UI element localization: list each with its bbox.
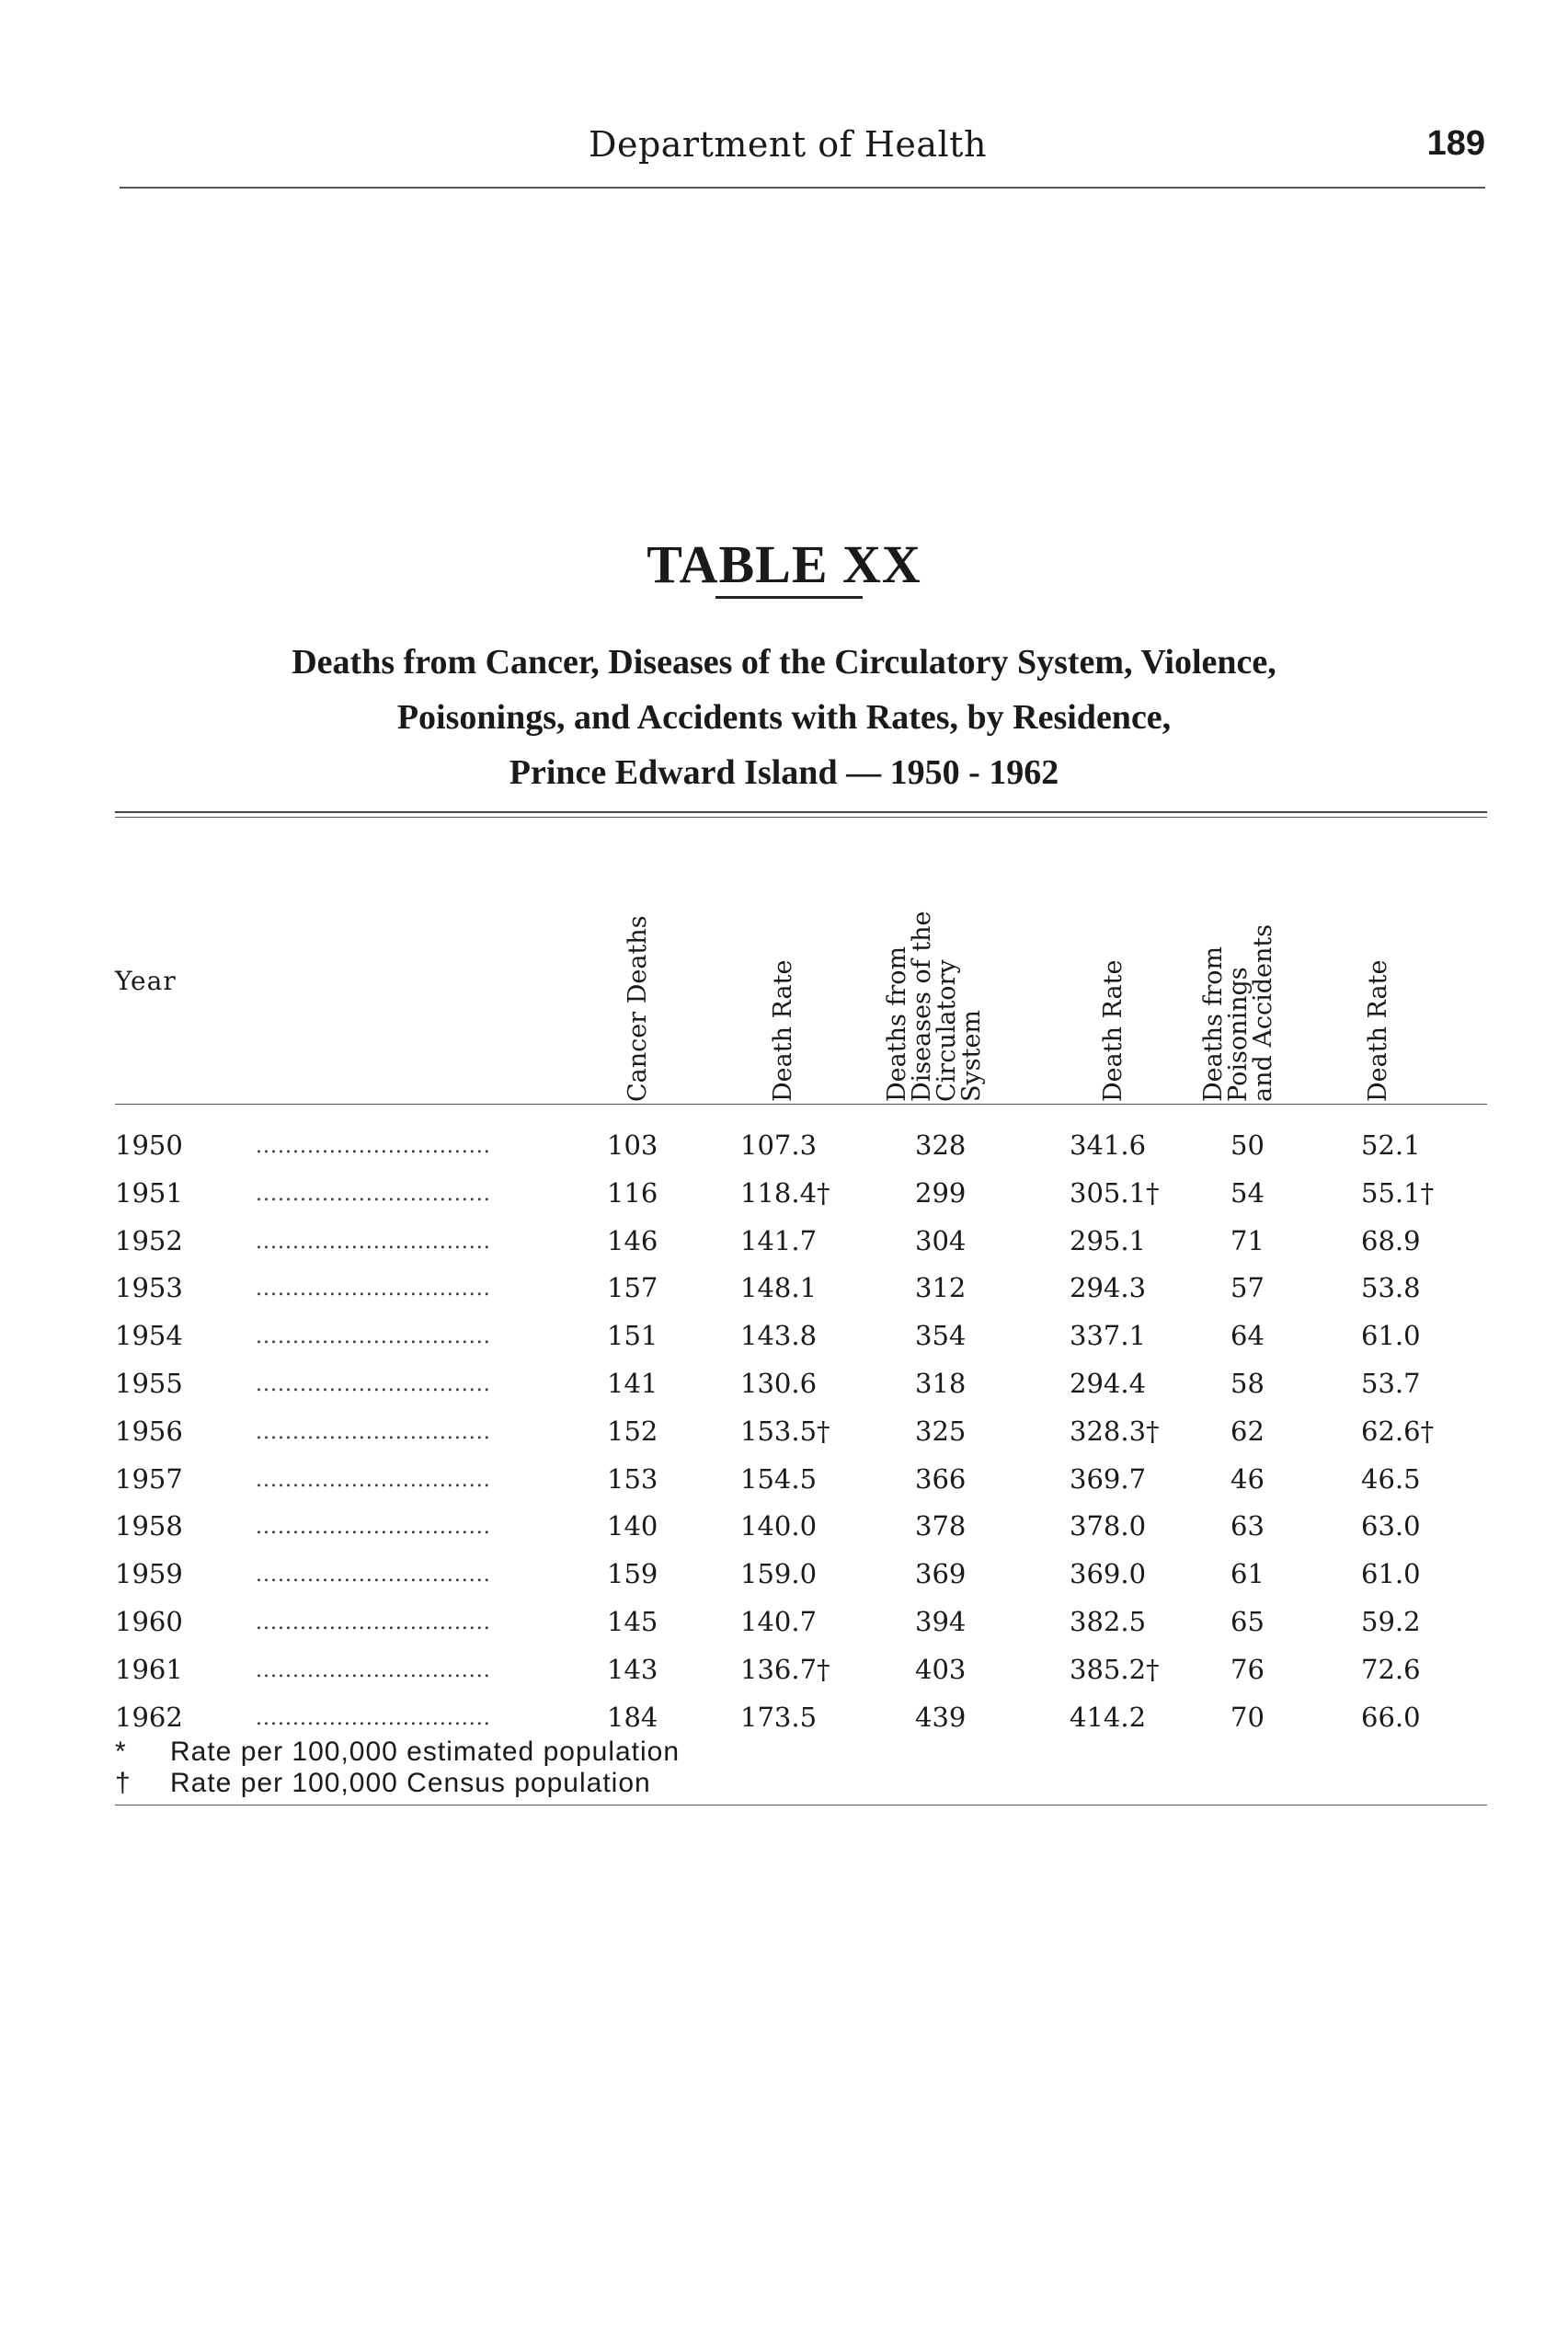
circulatory-deaths-cell: 299 [915, 1176, 967, 1209]
circulatory-deaths-cell: 325 [915, 1415, 967, 1447]
leader-dots: ................................ [256, 1468, 491, 1492]
cancer-rate-cell: 153.5† [740, 1415, 830, 1447]
accident-rate-cell: 62.6† [1361, 1415, 1435, 1447]
column-header-accident-deaths: Deaths from Poisonings and Accidents [1199, 923, 1277, 1102]
circulatory-deaths-cell: 403 [915, 1653, 967, 1685]
cancer-rate-cell: 148.1 [740, 1272, 818, 1304]
leader-dots: ................................ [256, 1230, 491, 1254]
cancer-deaths-cell: 184 [607, 1701, 658, 1733]
leader-dots: ................................ [256, 1516, 491, 1540]
footnote-mark: † [115, 1768, 132, 1798]
cancer-rate-cell: 159.0 [740, 1558, 818, 1590]
table-row [0, 1225, 1568, 1273]
circulatory-deaths-cell: 378 [915, 1510, 967, 1542]
footnote-census [115, 1768, 651, 1799]
leader-dots: ................................ [256, 1182, 491, 1206]
leader-dots: ................................ [256, 1420, 491, 1444]
cancer-deaths-cell: 141 [607, 1368, 658, 1399]
circulatory-rate-cell: 337.1 [1070, 1320, 1147, 1352]
circulatory-rate-cell: 369.0 [1070, 1558, 1147, 1590]
circulatory-rate-cell: 295.1 [1070, 1224, 1147, 1256]
cancer-deaths-cell: 116 [607, 1176, 658, 1209]
cancer-rate-cell: 141.7 [740, 1224, 818, 1256]
leader-dots: ................................ [256, 1373, 491, 1396]
accident-rate-cell: 53.8 [1361, 1272, 1421, 1304]
accident-deaths-cell: 54 [1230, 1176, 1265, 1209]
table-top-rule [115, 811, 1487, 813]
cancer-rate-cell: 118.4† [740, 1176, 830, 1209]
column-header-circulatory-rate: Death Rate [1099, 959, 1127, 1102]
leader-dots: ................................ [256, 1706, 491, 1730]
accident-deaths-cell: 61 [1230, 1558, 1265, 1590]
year-cell: 1960 [115, 1606, 183, 1637]
accident-deaths-cell: 57 [1230, 1272, 1265, 1304]
column-header-accident-rate: Death Rate [1364, 959, 1392, 1102]
accident-rate-cell: 68.9 [1361, 1224, 1421, 1256]
year-cell: 1957 [115, 1462, 183, 1495]
cancer-deaths-cell: 143 [607, 1653, 658, 1685]
accident-rate-cell: 52.1 [1361, 1129, 1421, 1161]
cancer-rate-cell: 130.6 [740, 1368, 818, 1399]
circulatory-rate-cell: 385.2† [1070, 1653, 1160, 1685]
circulatory-deaths-cell: 439 [915, 1701, 967, 1733]
header-rule [120, 187, 1485, 189]
circulatory-deaths-cell: 394 [915, 1606, 967, 1637]
circulatory-rate-cell: 382.5 [1070, 1606, 1147, 1637]
accident-rate-cell: 55.1† [1361, 1176, 1435, 1209]
circulatory-rate-cell: 305.1† [1070, 1176, 1160, 1209]
subtitle-line: Poisonings, and Accidents with Rates, by Residence, [396, 698, 1172, 737]
leader-dots: ................................ [256, 1611, 491, 1634]
cancer-deaths-cell: 157 [607, 1272, 658, 1304]
accident-deaths-cell: 71 [1230, 1224, 1265, 1256]
year-cell: 1951 [115, 1176, 183, 1209]
accident-rate-cell: 46.5 [1361, 1462, 1421, 1495]
cancer-rate-cell: 154.5 [740, 1462, 818, 1495]
accident-deaths-cell: 64 [1230, 1320, 1265, 1352]
footnote-estimated [115, 1737, 680, 1768]
circulatory-rate-cell: 369.7 [1070, 1462, 1147, 1495]
cancer-rate-cell: 173.5 [740, 1701, 818, 1733]
year-cell: 1950 [115, 1129, 183, 1161]
table-row [0, 1272, 1568, 1320]
title-underline [715, 596, 863, 599]
table-row [0, 1129, 1568, 1177]
cancer-deaths-cell: 103 [607, 1129, 658, 1161]
footnote-text: Rate per 100,000 Census population [170, 1768, 651, 1798]
circulatory-deaths-cell: 312 [915, 1272, 967, 1304]
cancer-rate-cell: 140.0 [740, 1510, 818, 1542]
circulatory-rate-cell: 414.2 [1070, 1701, 1147, 1733]
year-cell: 1953 [115, 1272, 183, 1304]
circulatory-deaths-cell: 369 [915, 1558, 967, 1590]
cancer-deaths-cell: 159 [607, 1558, 658, 1590]
leader-dots: ................................ [256, 1135, 491, 1158]
cancer-rate-cell: 136.7† [740, 1653, 830, 1685]
year-cell: 1958 [115, 1510, 183, 1542]
accident-deaths-cell: 46 [1230, 1462, 1265, 1495]
year-cell: 1955 [115, 1368, 183, 1399]
page-number: 189 [1426, 124, 1485, 163]
circulatory-rate-cell: 328.3† [1070, 1415, 1160, 1447]
leader-dots: ................................ [256, 1278, 491, 1301]
year-cell: 1961 [115, 1653, 183, 1685]
cancer-deaths-cell: 152 [607, 1415, 658, 1447]
column-header-cancer-deaths: Cancer Deaths [624, 915, 652, 1102]
cancer-rate-cell: 107.3 [740, 1129, 818, 1161]
circulatory-deaths-cell: 304 [915, 1224, 967, 1256]
cancer-rate-cell: 143.8 [740, 1320, 818, 1352]
table-row [0, 1606, 1568, 1654]
circulatory-rate-cell: 294.4 [1070, 1368, 1147, 1399]
accident-rate-cell: 53.7 [1361, 1368, 1421, 1399]
accident-deaths-cell: 63 [1230, 1510, 1265, 1542]
year-cell: 1959 [115, 1558, 183, 1590]
circulatory-deaths-cell: 328 [915, 1129, 967, 1161]
accident-deaths-cell: 62 [1230, 1415, 1265, 1447]
circulatory-rate-cell: 378.0 [1070, 1510, 1147, 1542]
cancer-deaths-cell: 140 [607, 1510, 658, 1542]
table-row [0, 1368, 1568, 1416]
cancer-deaths-cell: 146 [607, 1224, 658, 1256]
table-subtitle [0, 635, 1568, 800]
accident-deaths-cell: 50 [1230, 1129, 1265, 1161]
accident-deaths-cell: 76 [1230, 1653, 1265, 1685]
circulatory-deaths-cell: 318 [915, 1368, 967, 1399]
circulatory-rate-cell: 341.6 [1070, 1129, 1147, 1161]
header-bottom-rule [115, 1104, 1487, 1105]
cancer-rate-cell: 140.7 [740, 1606, 818, 1637]
leader-dots: ................................ [256, 1564, 491, 1588]
accident-rate-cell: 63.0 [1361, 1510, 1421, 1542]
table-row [0, 1416, 1568, 1463]
accident-rate-cell: 61.0 [1361, 1558, 1421, 1590]
cancer-deaths-cell: 153 [607, 1462, 658, 1495]
table-row [0, 1320, 1568, 1368]
accident-rate-cell: 61.0 [1361, 1320, 1421, 1352]
footnote-text: Rate per 100,000 estimated population [170, 1737, 681, 1767]
table-row [0, 1463, 1568, 1511]
table-row [0, 1558, 1568, 1606]
year-cell: 1956 [115, 1415, 183, 1447]
column-header-year: Year [115, 966, 177, 996]
accident-deaths-cell: 58 [1230, 1368, 1265, 1399]
accident-rate-cell: 66.0 [1361, 1701, 1421, 1733]
circulatory-deaths-cell: 354 [915, 1320, 967, 1352]
accident-deaths-cell: 70 [1230, 1701, 1265, 1733]
leader-dots: ................................ [256, 1658, 491, 1682]
cancer-deaths-cell: 145 [607, 1606, 658, 1637]
subtitle-line: Prince Edward Island — 1950 - 1962 [509, 753, 1059, 792]
running-head [0, 124, 1568, 179]
column-header-cancer-rate: Death Rate [769, 959, 797, 1102]
column-header-circulatory-deaths: Deaths from Diseases of the Circulatory System [883, 911, 986, 1102]
accident-rate-cell: 72.6 [1361, 1653, 1421, 1685]
table-row [0, 1510, 1568, 1558]
table-row [0, 1654, 1568, 1702]
accident-rate-cell: 59.2 [1361, 1606, 1421, 1637]
leader-dots: ................................ [256, 1325, 491, 1349]
table-top-rule-inner [115, 817, 1487, 818]
year-cell: 1952 [115, 1224, 183, 1256]
accident-deaths-cell: 65 [1230, 1606, 1265, 1637]
running-title: Department of Health [589, 124, 987, 165]
cancer-deaths-cell: 151 [607, 1320, 658, 1352]
subtitle-line: Deaths from Cancer, Diseases of the Circulatory System, Violence, [292, 643, 1276, 682]
footnote-mark: * [115, 1737, 127, 1767]
circulatory-rate-cell: 294.3 [1070, 1272, 1147, 1304]
year-cell: 1954 [115, 1320, 183, 1352]
year-cell: 1962 [115, 1701, 183, 1733]
table-row [0, 1177, 1568, 1225]
table-title: TABLE XX [647, 534, 921, 594]
circulatory-deaths-cell: 366 [915, 1462, 967, 1495]
